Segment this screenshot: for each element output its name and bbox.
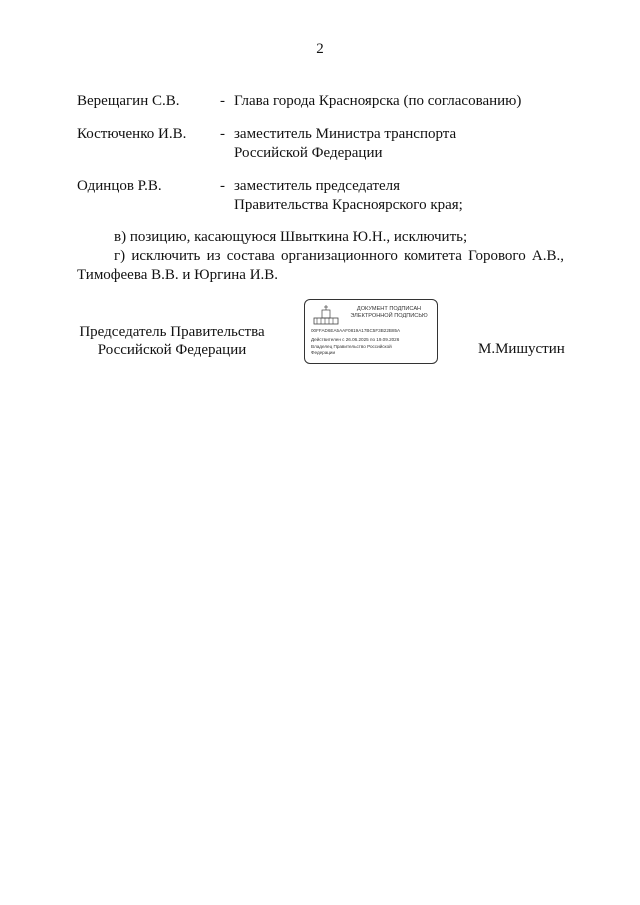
member-role: Глава города Красноярска (по согласованию) [234,93,522,109]
stamp-certificate: 00FFAD6EA5AAF0819A17BC5F3B22B85A [311,328,401,333]
member-dash: - [220,126,225,142]
coat-of-arms-icon [311,304,341,326]
stamp-owner: Владелец Правительство Российской [311,344,392,349]
member-role [234,177,463,215]
stamp-header [341,306,437,320]
paragraph-g [77,247,564,285]
member-name: Одинцов Р.В. [77,178,162,194]
stamp-owner: Федерации [311,350,336,355]
signer-title-line: Председатель Правительства [79,324,265,340]
member-dash: - [220,178,225,194]
paragraph-g-line1: г) исключить из состава организационного комитета Горового А.В., [114,248,564,264]
signer-title [77,323,267,359]
signer-title-line: Российской Федерации [97,342,247,358]
member-role [234,125,456,163]
member-dash: - [220,93,225,109]
member-name: Костюченко И.В. [77,126,187,142]
paragraph-g-line2: Тимофеева В.В. и Юргина И.В. [77,267,279,283]
stamp-header-line: ЭЛЕКТРОННОЙ ПОДПИСЬЮ [350,313,428,319]
stamp-header-line: ДОКУМЕНТ ПОДПИСАН [356,306,422,312]
page-number: 2 [316,41,324,57]
signer-name: М.Мишустин [478,341,565,357]
stamp-validity: Действителен с 26.06.2025 по 19.09.2026 [311,337,400,342]
electronic-signature-stamp [304,299,438,364]
paragraph-v: в) позицию, касающуюся Швыткина Ю.Н., исключить; [114,229,468,245]
member-role-line: заместитель председателя [234,178,401,194]
member-role-line: заместитель Министра транспорта [234,126,457,142]
member-role-line: Правительства Красноярского края; [234,197,463,213]
member-role-line: Российской Федерации [234,145,383,161]
member-name: Верещагин С.В. [77,93,180,109]
